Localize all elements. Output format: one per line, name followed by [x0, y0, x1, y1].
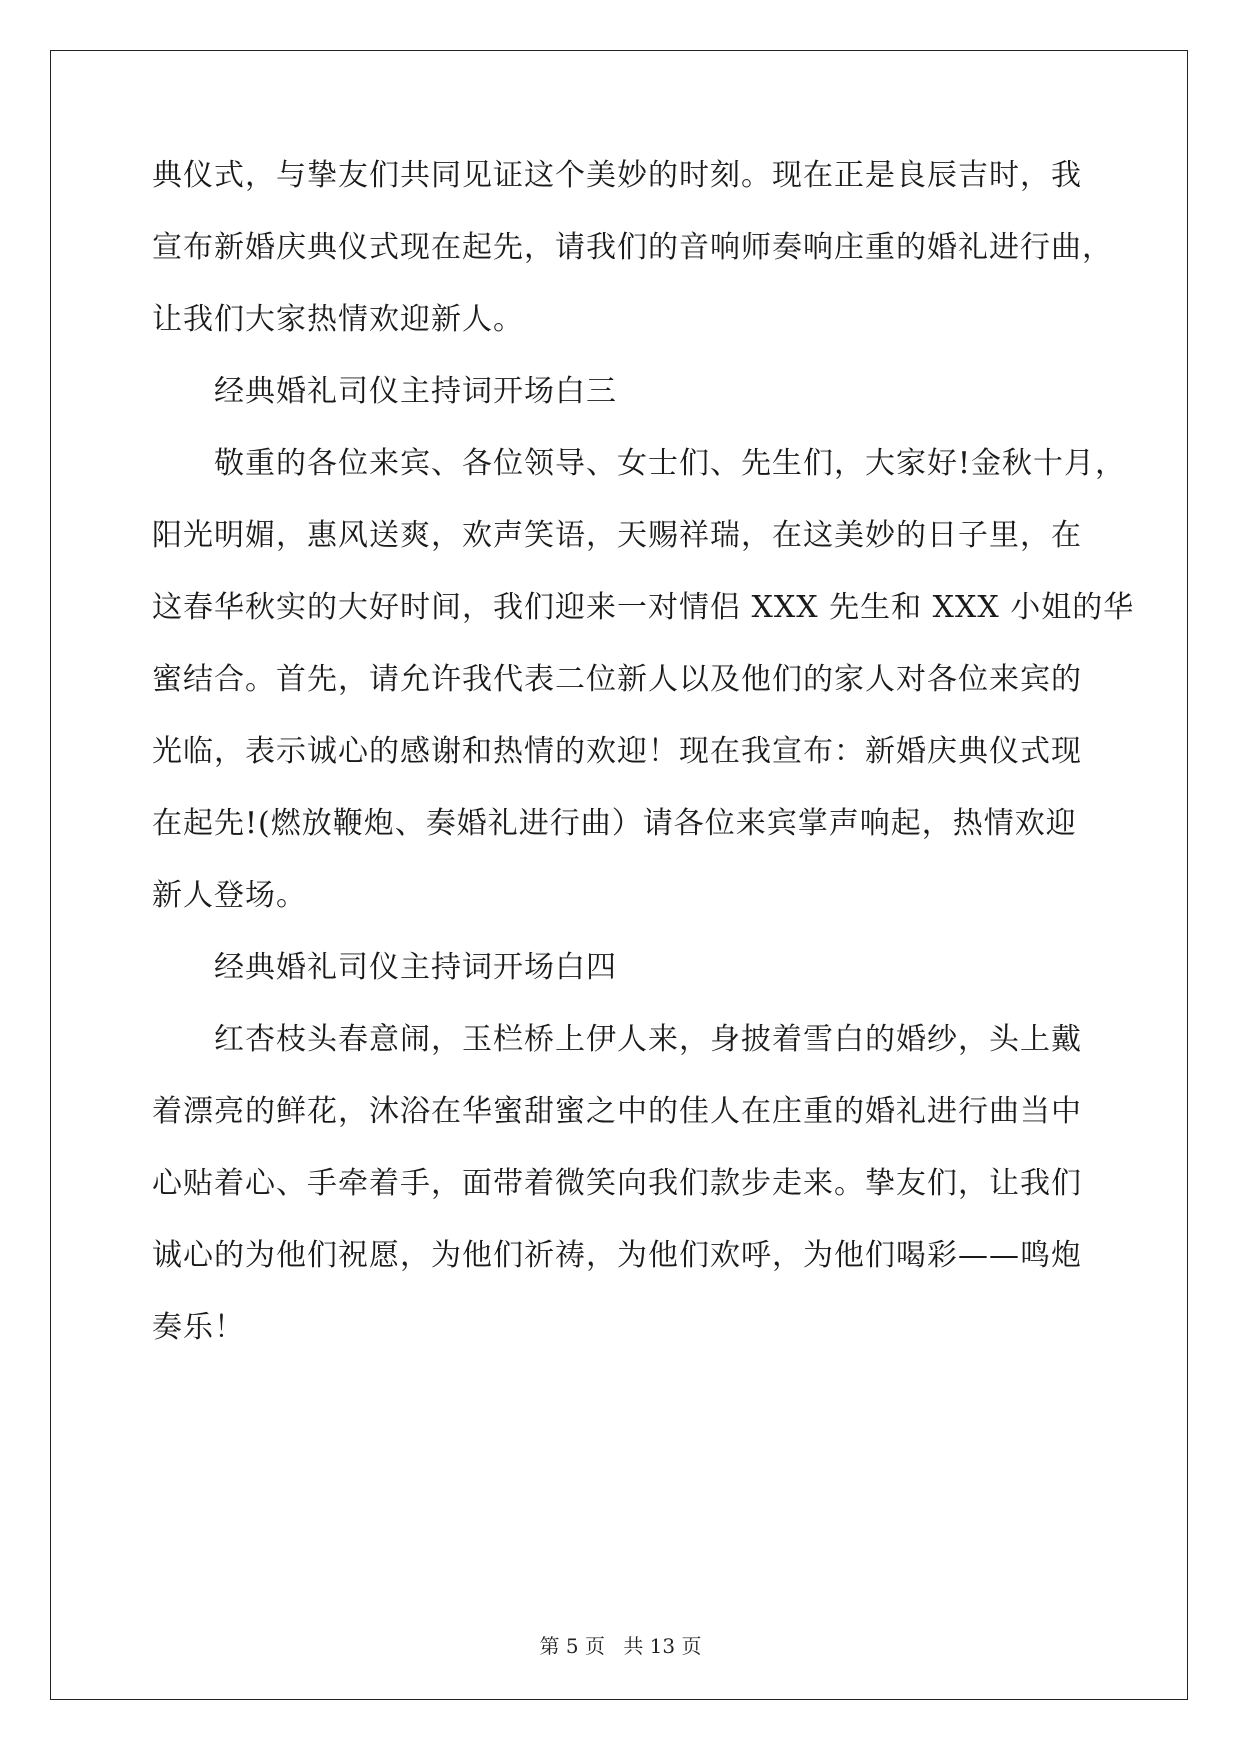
body-line: 这春华秋实的大好时间，我们迎来一对情侣 XXX 先生和 XXX 小姐的华	[152, 590, 1135, 625]
body-line: 敬重的各位来宾、各位领导、女士们、先生们，大家好!金秋十月，	[214, 446, 1127, 481]
section-heading: 经典婚礼司仪主持词开场白四	[214, 950, 617, 985]
page-border	[50, 50, 1188, 1700]
body-line: 着漂亮的鲜花，沐浴在华蜜甜蜜之中的佳人在庄重的婚礼进行曲当中	[152, 1094, 1082, 1129]
page-total: 共 13 页	[623, 1634, 702, 1658]
page-number: 第 5 页	[539, 1634, 605, 1658]
body-line: 新人登场。	[152, 878, 307, 913]
section-heading: 经典婚礼司仪主持词开场白三	[214, 374, 617, 409]
body-line: 心贴着心、手牵着手，面带着微笑向我们款步走来。挚友们，让我们	[152, 1166, 1082, 1201]
body-line: 红杏枝头春意闹，玉栏桥上伊人来，身披着雪白的婚纱，头上戴	[214, 1022, 1082, 1057]
body-line: 让我们大家热情欢迎新人。	[152, 302, 524, 337]
body-line: 阳光明媚，惠风送爽，欢声笑语，天赐祥瑞，在这美妙的日子里，在	[152, 518, 1082, 553]
body-line: 诚心的为他们祝愿，为他们祈祷，为他们欢呼，为他们喝彩——鸣炮	[152, 1238, 1082, 1273]
body-line: 在起先!(燃放鞭炮、奏婚礼进行曲）请各位来宾掌声响起，热情欢迎	[152, 806, 1077, 841]
page-footer	[0, 1634, 1241, 1658]
body-line: 宣布新婚庆典仪式现在起先，请我们的音响师奏响庄重的婚礼进行曲，	[152, 230, 1113, 265]
body-line: 蜜结合。首先，请允许我代表二位新人以及他们的家人对各位来宾的	[152, 662, 1082, 697]
body-line: 奏乐！	[152, 1310, 245, 1345]
body-line: 典仪式，与挚友们共同见证这个美妙的时刻。现在正是良辰吉时，我	[152, 158, 1082, 193]
body-line: 光临，表示诚心的感谢和热情的欢迎！现在我宣布：新婚庆典仪式现	[152, 734, 1082, 769]
